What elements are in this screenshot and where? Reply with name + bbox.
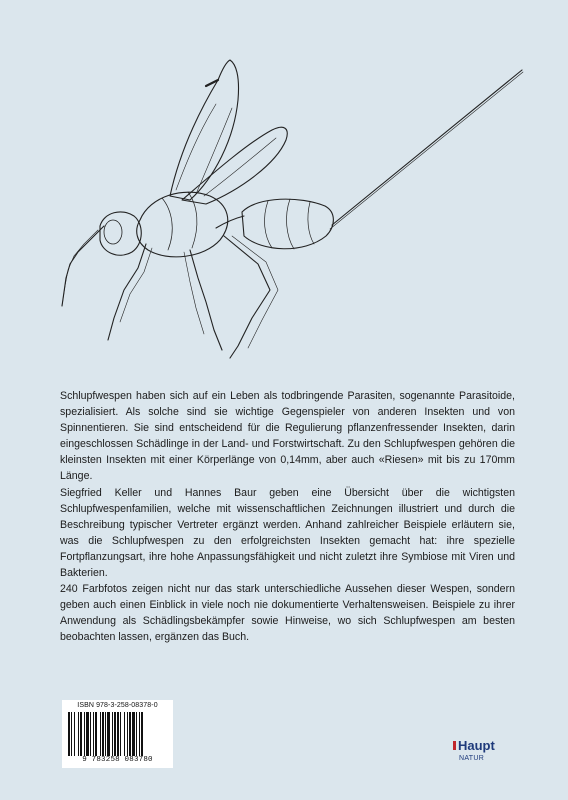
barcode-bar — [139, 712, 140, 756]
barcode-bar — [100, 712, 101, 756]
barcode-bar — [86, 712, 89, 756]
barcode-bar — [112, 712, 113, 756]
barcode-bar — [120, 712, 121, 756]
hind-leg — [224, 236, 270, 358]
publisher-mark — [453, 741, 456, 750]
barcode-bar — [95, 712, 97, 756]
barcode-bar — [114, 712, 116, 756]
barcode-bar — [124, 712, 125, 756]
blurb-paragraph: Siegfried Keller und Hannes Baur geben eine Übersicht über die wichtigsten Schlupfwespenfamilien, welche mit wissenschaftlichen Zeichnungen illustriert und durch die Beschreibung typischer Vertreter ergänzt werden. Anhand zahlreicher Beispiele erläutern sie, was die Schlupfwespen zu den erfolgreichsten Insekten gemacht hat: ihre spezielle Fortpflanzungsart, ihre hohe Anpassungsfähigkeit und nicht zuletzt ihre Symbiose mit Viren und Bakterien. — [60, 486, 515, 580]
isbn-label: ISBN 978-3-258-08378-0 — [77, 702, 158, 709]
blurb-paragraph: Schlupfwespen haben sich auf ein Leben als todbringende Parasiten, sogenannte Parasitoide, spezialisiert. Als solche sind sie wichtige Gegenspieler von anderen Insekten und von Spinnentieren. Sie sind entscheidend für die Regulierung pflanzenfressender Insekten, darin eingeschlossen Schädlinge in der Land- und Forstwirtschaft. Zu den Schlupfwespen gehören die kleinsten Insekten mit einer Körperlänge von 0,14mm, aber auch «Riesen» mit bis zu 170mm Länge. — [60, 390, 515, 483]
barcode-bar — [141, 712, 143, 756]
blurb-paragraph: 240 Farbfotos zeigen nicht nur das stark unterschiedliche Aussehen dieser Wespen, sondern geben auch einen Einblick in viele noch nie dokumentierte Verhaltensweisen. Beispiele zu ihrer Anwendung als Schädlingsbekämpfer sowie Hinweise, wo sich Schlupfwespen am besten beobachten lassen, ergänzen das Buch. — [60, 583, 515, 644]
barcode-bar — [90, 712, 91, 756]
barcode-bar — [93, 712, 94, 756]
head-outline — [100, 212, 141, 255]
barcode-digits: 9 783258 083780 — [82, 756, 153, 764]
antenna — [62, 226, 104, 306]
barcode-bar — [132, 712, 135, 756]
ovipositor-line — [332, 70, 522, 225]
barcode-bar — [68, 712, 70, 756]
eye-outline — [104, 220, 122, 244]
barcode-bar — [129, 712, 131, 756]
barcode-bar — [84, 712, 85, 756]
barcode-bar — [136, 712, 137, 756]
barcode-bar — [105, 712, 106, 756]
barcode-bar — [74, 712, 75, 756]
middle-leg — [190, 250, 222, 350]
front-leg — [108, 244, 146, 340]
barcode-bar — [107, 712, 110, 756]
wasp-illustration — [0, 0, 568, 380]
barcode-bar — [102, 712, 104, 756]
barcode-bar — [78, 712, 79, 756]
back-cover-blurb — [60, 388, 515, 646]
publisher-imprint: NATUR — [459, 755, 485, 762]
publisher-name: Haupt — [458, 738, 495, 753]
barcode-bar — [71, 712, 72, 756]
thorax-outline — [137, 192, 228, 257]
barcode-bars — [68, 712, 167, 756]
isbn-barcode — [62, 700, 173, 768]
barcode-bar — [117, 712, 119, 756]
barcode-bar — [127, 712, 128, 756]
barcode-bar — [80, 712, 82, 756]
